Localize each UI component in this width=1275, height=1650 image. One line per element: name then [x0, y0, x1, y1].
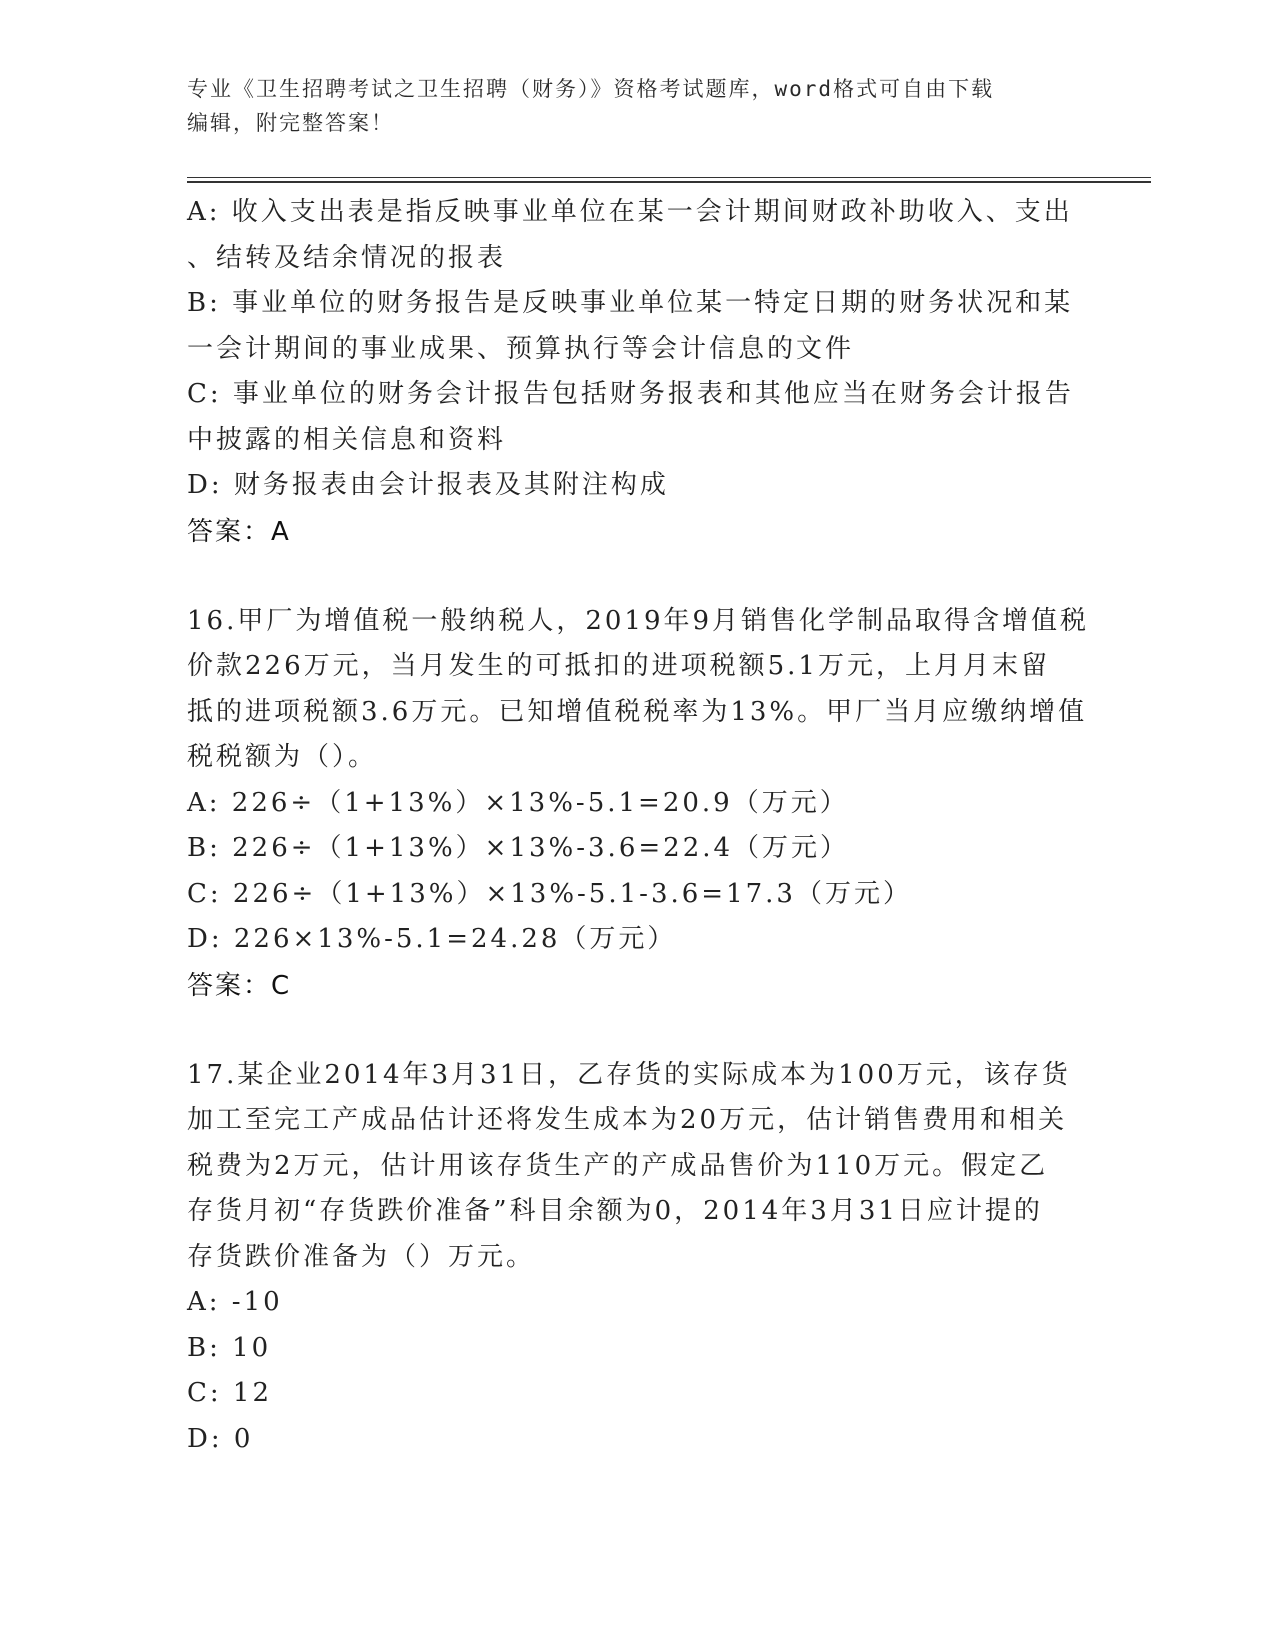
q15-option-c-line-1: C: 事业单位的财务会计报告包括财务报表和其他应当在财务会计报告 — [187, 379, 1074, 409]
q17-option-a: A: -10 — [187, 1287, 283, 1317]
q17-stem-line-2: 加工至完工产成品估计还将发生成本为20万元，估计销售费用和相关 — [187, 1105, 1068, 1135]
q17-option-c: C: 12 — [187, 1378, 273, 1408]
q15-answer: 答案：A — [187, 516, 291, 547]
document-header — [187, 72, 1067, 140]
q16-stem-line-3: 抵的进项税额3.6万元。已知增值税税率为13%。甲厂当月应缴纳增值 — [187, 696, 1088, 727]
header-rule-thin — [187, 177, 1151, 178]
q16-stem-line-1: 16.甲厂为增值税一般纳税人，2019年9月销售化学制品取得含增值税 — [187, 605, 1090, 636]
question-15 — [187, 190, 1087, 555]
q15-option-c-line-2: 中披露的相关信息和资料 — [187, 424, 507, 455]
header-line-1: 专业《卫生招聘考试之卫生招聘（财务）》资格考试题库，word格式可自由下载 — [187, 77, 995, 101]
q17-option-d: D: 0 — [187, 1423, 254, 1454]
q15-option-b-line-1: B: 事业单位的财务报告是反映事业单位某一特定日期的财务状况和某 — [187, 288, 1074, 318]
q16-option-a: A: 226÷（1+13%）×13%-5.1=20.9（万元） — [187, 787, 849, 818]
q17-stem-line-1: 17.某企业2014年3月31日，乙存货的实际成本为100万元，该存货 — [187, 1059, 1071, 1090]
spacer — [187, 555, 1087, 599]
q17-stem-line-3: 税费为2万元，估计用该存货生产的产成品售价为110万元。假定乙 — [187, 1150, 1049, 1181]
q16-option-d: D: 226×13%-5.1=24.28（万元） — [187, 924, 677, 954]
q17-stem-line-4: 存货月初“存货跌价准备”科目余额为0，2014年3月31日应计提的 — [187, 1196, 1043, 1226]
question-content — [187, 190, 1090, 1462]
q15-option-b-line-2: 一会计期间的事业成果、预算执行等会计信息的文件 — [187, 333, 855, 364]
q16-stem-line-2: 价款226万元，当月发生的可抵扣的进项税额5.1万元，上月月末留 — [187, 651, 1050, 681]
header-rule-thick — [187, 181, 1151, 183]
q17-option-b: B: 10 — [187, 1332, 272, 1363]
question-16 — [187, 599, 1090, 1009]
q17-stem-line-5: 存货跌价准备为（）万元。 — [187, 1241, 536, 1272]
spacer — [187, 1009, 1087, 1053]
q15-option-a-line-1: A: 收入支出表是指反映事业单位在某一会计期间财政补助收入、支出 — [187, 197, 1073, 227]
q15-option-d: D: 财务报表由会计报表及其附注构成 — [187, 470, 669, 500]
q15-option-a-line-2: 、结转及结余情况的报表 — [187, 242, 507, 273]
q16-option-b: B: 226÷（1+13%）×13%-3.6=22.4（万元） — [187, 833, 850, 863]
header-line-2: 编辑，附完整答案！ — [187, 111, 394, 135]
q16-option-c: C: 226÷（1+13%）×13%-5.1-3.6=17.3（万元） — [187, 878, 912, 909]
q16-answer: 答案：C — [187, 970, 292, 1001]
q16-stem-line-4: 税税额为（）。 — [187, 742, 378, 772]
question-17 — [187, 1053, 1087, 1463]
